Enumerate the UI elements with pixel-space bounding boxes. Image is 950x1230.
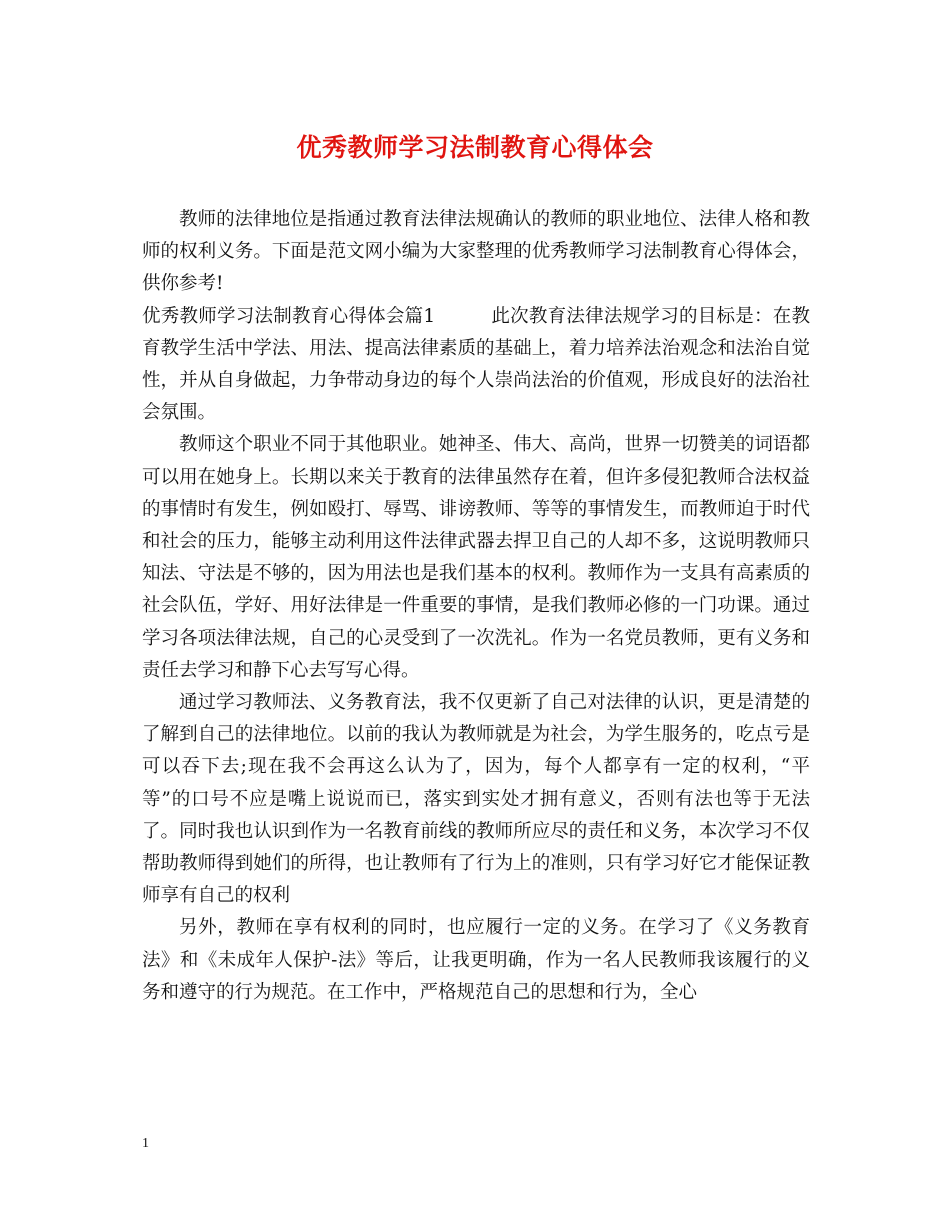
section-paragraph-1 bbox=[142, 301, 810, 430]
body-paragraph-4: 另外，教师在享有权利的同时，也应履行一定的义务。在学习了《义务教育法》和《未成年人保护-法》等后，让我更明确，作为一名人民教师我该履行的义务和遵守的行为规范。在工作中，严格规范自己的思想和行为，全心 bbox=[142, 917, 810, 1003]
document-body bbox=[142, 204, 810, 1009]
body-paragraph-2: 教师这个职业不同于其他职业。她神圣、伟大、高尚，世界一切赞美的词语都可以用在她身上。长期以来关于教育的法律虽然存在着，但许多侵犯教师合法权益的事情时有发生，例如殴打、辱骂、诽谤教师、等等的事情发生，而教师迫于时代和社会的压力，能够主动利用这件法律武器去捍卫自己的人却不多，这说明教师只知法、守法是不够的，因为用法也是我们基本的权利。教师作为一支具有高素质的社会队伍，学好、用好法律是一件重要的事情，是我们教师必修的一门功课。通过学习各项法律法规，自己的心灵受到了一次洗礼。作为一名党员教师，更有义务和责任去学习和静下心去写写心得。 bbox=[142, 434, 810, 681]
intro-paragraph: 教师的法律地位是指通过教育法律法规确认的教师的职业地位、法律人格和教师的权利义务。下面是范文网小编为大家整理的优秀教师学习法制教育心得体会，供你参考! bbox=[142, 209, 810, 295]
body-paragraph-3: 通过学习教师法、义务教育法，我不仅更新了自己对法律的认识，更是清楚的了解到自己的法律地位。以前的我认为教师就是为社会，为学生服务的，吃点亏是可以吞下去;现在我不会再这么认为了，因为，每个人都享有一定的权利，“平等”的口号不应是嘴上说说而已，落实到实处才拥有意义，否则有法也等于无法了。同时我也认识到作为一名教育前线的教师所应尽的责任和义务，本次学习不仅帮助教师得到她们的所得，也让教师有了行为上的准则，只有学习好它才能保证教师享有自己的权利 bbox=[142, 692, 810, 907]
section-heading: 优秀教师学习法制教育心得体会篇1 bbox=[142, 305, 436, 327]
document-title: 优秀教师学习法制教育心得体会 bbox=[296, 133, 654, 162]
section-1-text: 此次教育法律法规学习的目标是：在教育教学生活中学法、用法、提高法律素质的基础上，着力培养法治观念和法治自觉性，并从自身做起，力争带动身边的每个人崇尚法治的价值观，形成良好的法治社会氛围。 bbox=[142, 305, 810, 424]
page-number: 1 bbox=[142, 1136, 149, 1151]
